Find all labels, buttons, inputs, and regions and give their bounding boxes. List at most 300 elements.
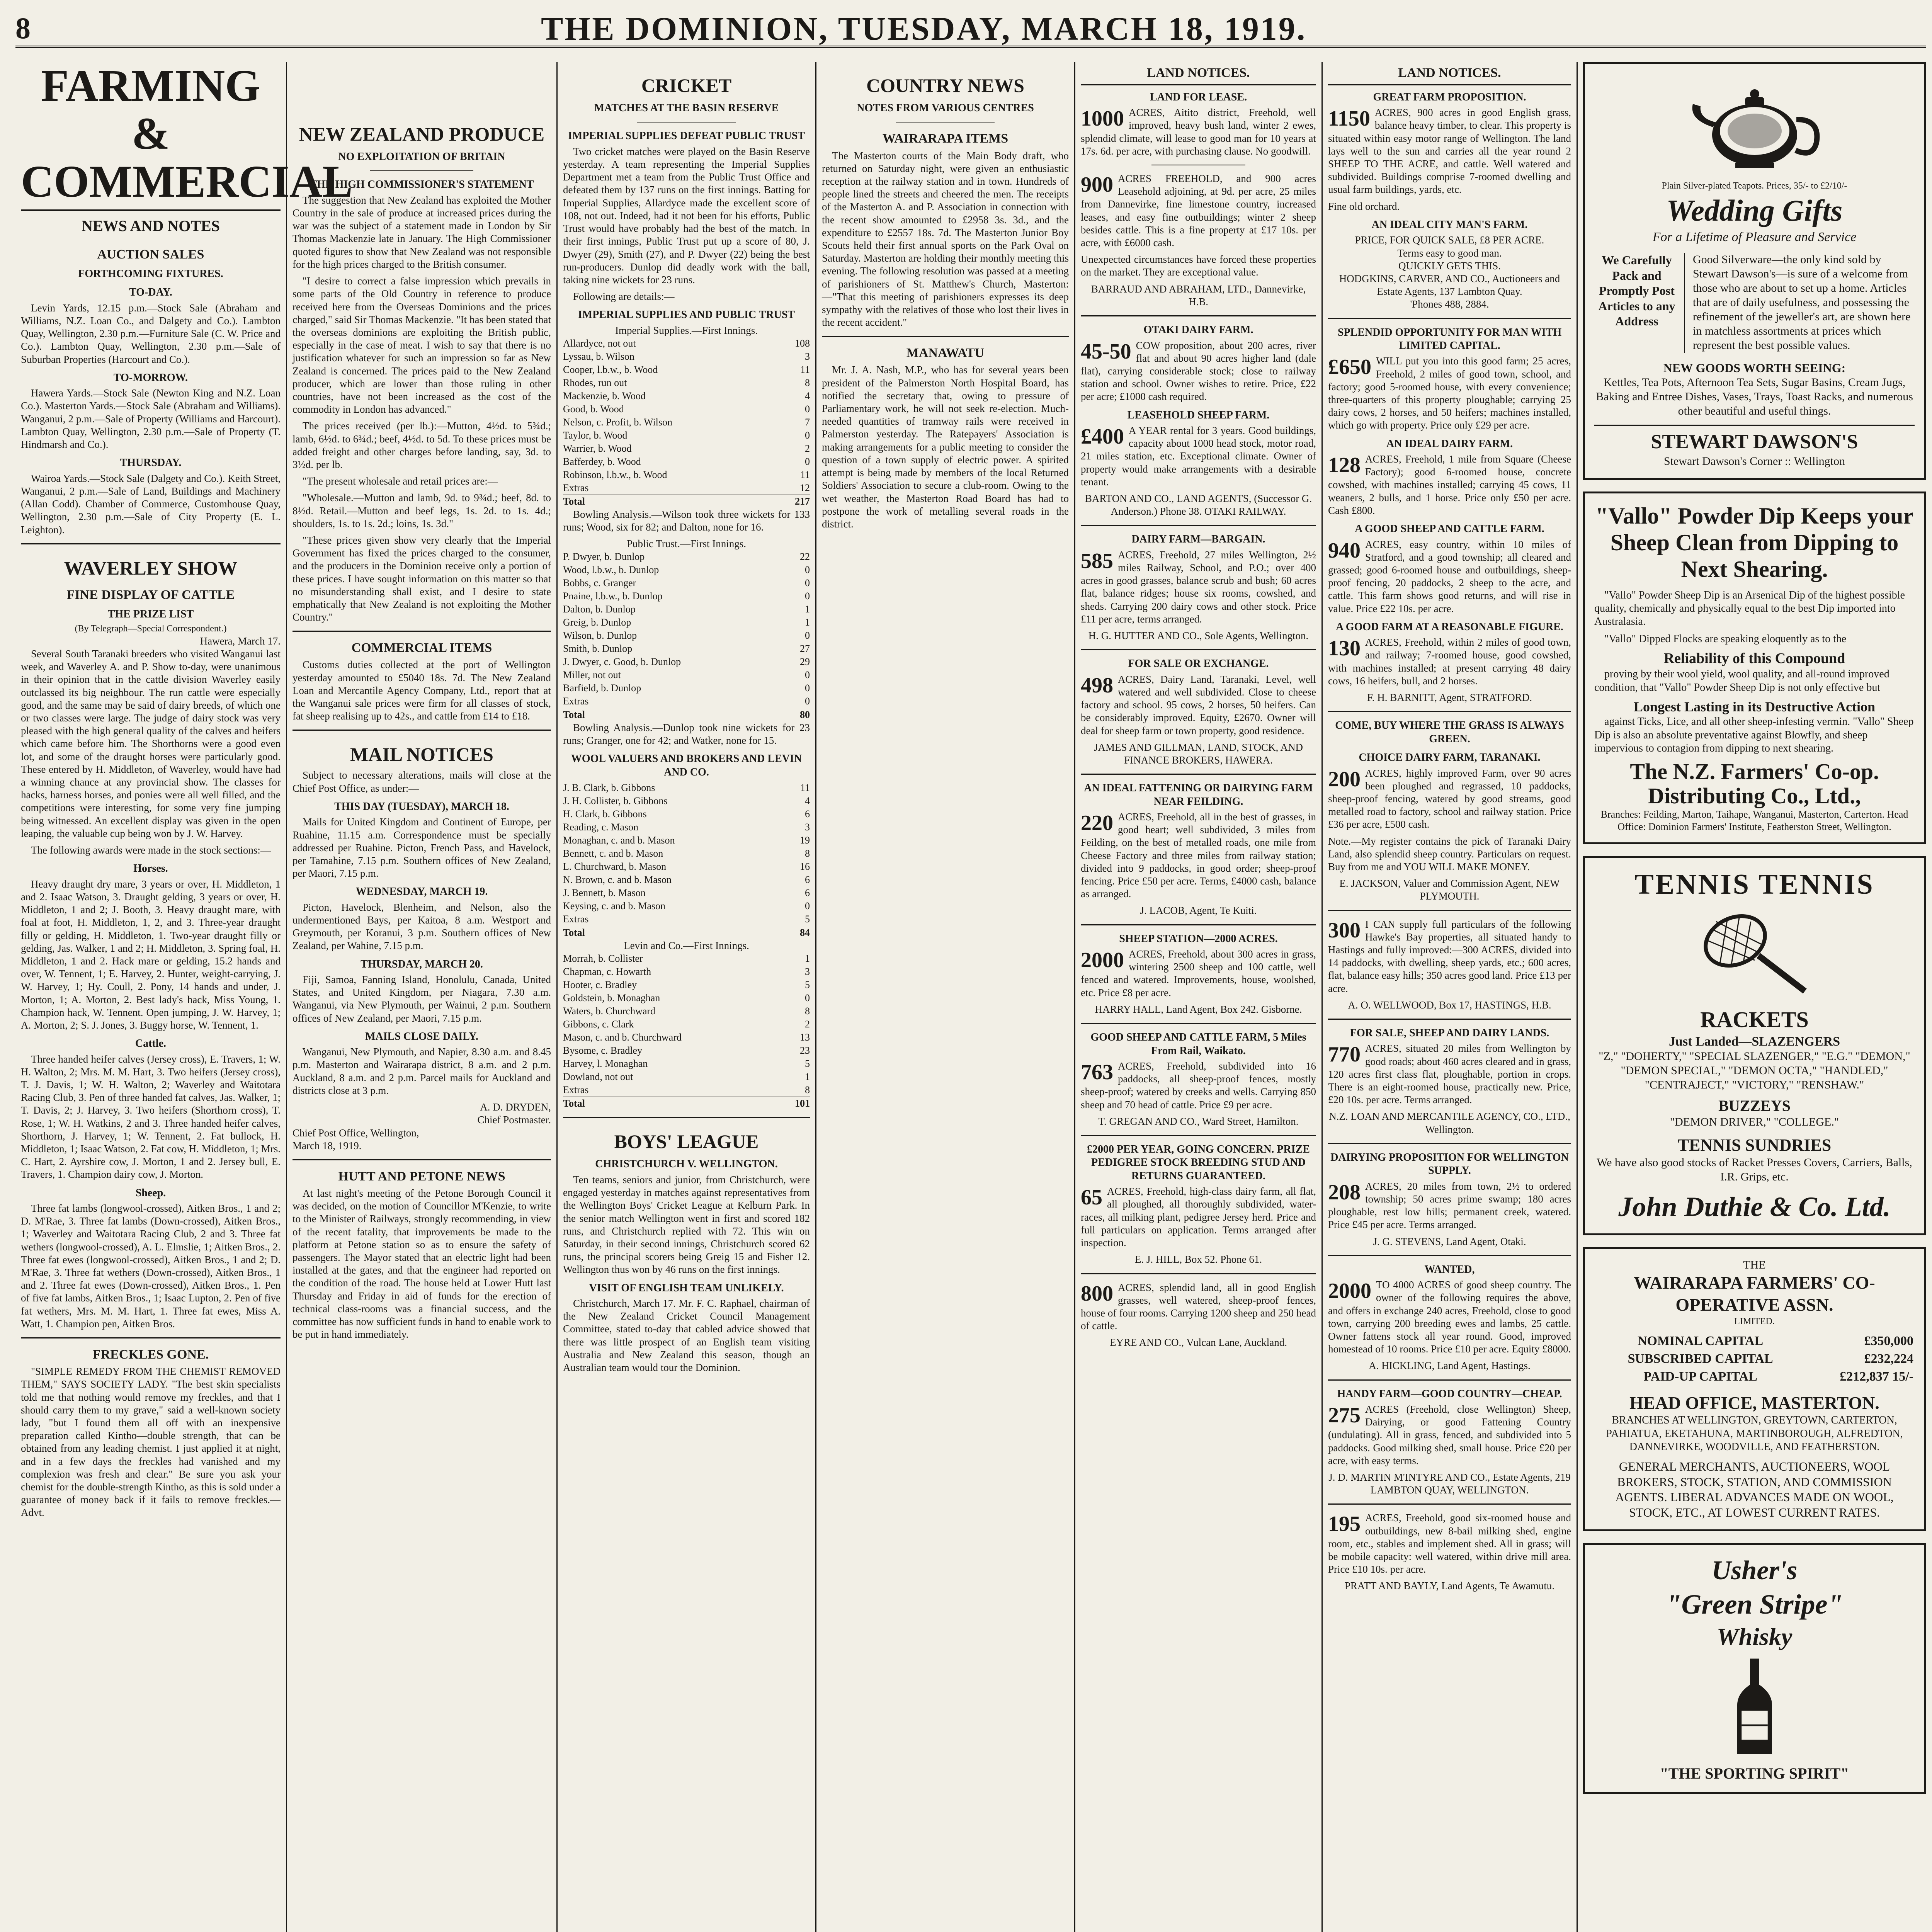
row-value: £232,224 [1864, 1351, 1913, 1366]
mail-text: Subject to necessary alterations, mails will close at the Chief Post Office, as under:— [293, 769, 551, 794]
listing-heading: CHOICE DAIRY FARM, TARANAKI. [1359, 752, 1541, 764]
scorecard-row [563, 495, 810, 508]
scorecard-row [563, 682, 810, 695]
scorecard-row [563, 1083, 810, 1097]
manawatu-text: Mr. J. A. Nash, M.P., who has for several years been president of the Palmerston North Hospital Board, has notified the secretary that, owing to pressure of Parliamentary work, he will not seek re-election. Much-needed quantities of tramway rails were received in Palmerston yesterday. The Ratepayers' Association is making arrangements for a public meeting to consider the question of a town supply of electric power. A spirited attempt is being made by members of the local Returned Soldiers' Association to secure a club-room. Owing to the wet weather, the Masterton Road Board has had to postpone the work of metalling several roads in the district. [822, 364, 1069, 530]
trust-innings-heading: Public Trust.—First Innings. [626, 537, 747, 549]
listing-note: Fine old orchard. [1328, 200, 1400, 212]
awards-intro: The following awards were made in the stock sections:— [31, 844, 271, 856]
visit-text: Christchurch, March 17. Mr. F. C. Raphael, chairman of the New Zealand Cricket Council Management Committee, stated to-day that cabled advice showed that there was little prospect of an English team visiting Australia and New Zealand this season, though an Australian team would tour the Dominion. [563, 1297, 810, 1373]
row-value: 0 [805, 590, 810, 602]
sporting-spirit: "THE SPORTING SPIRIT" [1660, 1765, 1849, 1782]
scorecard-row [563, 1057, 810, 1070]
waverley-heading: WAVERLEY SHOW [64, 557, 238, 579]
row-label: Bennett, c. and b. Mason [563, 847, 663, 859]
row-value: 23 [800, 1044, 810, 1056]
listing-heading: AN IDEAL DAIRY FARM. [1386, 437, 1513, 450]
row-value: 16 [800, 861, 810, 872]
farmers-coop-branches: Branches: Feilding, Marton, Taihape, Wanganui, Masterton, Carterton. Head Office: Dominion Farmers' Institute, Featherston Street, Wellington. [1600, 809, 1908, 833]
whisky-label: Whisky [1716, 1622, 1793, 1650]
listing-acreage: 940 [1328, 538, 1361, 563]
country-subheading: NOTES FROM VARIOUS CENTRES [857, 102, 1034, 114]
byline: (By Telegraph—Special Correspondent.) [75, 624, 227, 634]
john-duthie-name: John Duthie & Co. Ltd. [1618, 1191, 1891, 1223]
scorecard-row [563, 590, 810, 603]
scorecard-row [563, 965, 810, 978]
divider [1328, 318, 1571, 319]
listing-heading: £2000 PER YEAR, GOING CONCERN. PRIZE PEDIGREE STOCK BREEDING STUD AND RETURNS GUARANTEED. [1087, 1143, 1310, 1182]
scorecard-row [563, 655, 810, 668]
scorecard-row [563, 1018, 810, 1031]
listing-item: 770 ACRES, situated 20 miles from Wellington by good roads; about 460 acres cleared and in grass, 120 acres first class flat, ploughable, portion in crops. There is an eight-roomed house, practically new. Price, £20 10s. per acre. Terms arranged. [1328, 1043, 1571, 1106]
row-value: 6 [805, 887, 810, 898]
row-label: Waters, b. Churchward [563, 1005, 656, 1017]
scorecard-row [563, 403, 810, 416]
trust-scorecard [563, 550, 810, 721]
sheep-text: Three fat lambs (longwool-crossed), Aitken Bros., 1 and 2; D. M'Rae, 3. Three fat lambs (Down-crossed), Aitken Bros., 1; Waverley and Waitotara Racing Club, 2 and 3. Three fat wethers (longwool-crossed), A. L. Elmslie, 1; Aitken Bros., 2. Three fat ewes (longwool-crossed), Aitken Bros., 1 and 2; D. M'Rae, 3. Three fat wethers (Down-crossed), Aitken Bros., 1 and 2. Three fat ewes (Down-crossed), Aitken Bros., 1. Pen of five fat lambs, Aitken Bros., 1; Isaac Lupton, 2. Pen of five fat wethers, Mrs. M. M. Hart, 1. Three fat ewes, Miss A. Watt, 1. Champion pen, Aitken Bros. [21, 1202, 281, 1330]
listing-item: 585 ACRES, Freehold, 27 miles Wellington, 2½ miles Railway, School, and P.O.; over 400 acres in good grasses, balance scrub and bush; 60 acres flat, balance ridges; house six rooms, cowshed, and sheds. Carrying 200 dairy cows and other stock. Price £11 per acre, terms arranged. [1081, 549, 1316, 625]
vallo-text: proving by their wool yield, wool quality, and all-round improved condition, that "Vallo" Powder Sheep Dip is not only effective but [1594, 668, 1889, 694]
row-label: Wood, l.b.w., b. Dunlop [563, 564, 659, 576]
page-number: 8 [15, 11, 31, 45]
row-label: Extras [563, 695, 589, 707]
vallo-text: against Ticks, Lice, and all other sheep-infesting vermin. "Vallo" Sheep Dip is also an absolute preventative against Blowfly, and sheep impervious to contagion from dipping to next shearing. [1594, 716, 1914, 755]
scorecard-row [563, 389, 810, 403]
agent-name: H. G. HUTTER AND CO., Sole Agents, Wellington. [1088, 630, 1309, 642]
cricket-subheading: MATCHES AT THE BASIN RESERVE [594, 102, 779, 114]
row-label: Mason, c. and b. Churchward [563, 1031, 682, 1043]
listing-item: 195 ACRES, Freehold, good six-roomed house and outbuildings, new 8-bail milking shed, engine room, etc., stables and implement shed. All in grass; will be mobile capacity: well watered, within drive mill area. Price £10 10s. per acre. [1328, 1512, 1571, 1575]
vallo-reliability: Reliability of this Compound [1663, 650, 1845, 667]
row-value: 5 [805, 913, 810, 925]
row-value: 3 [805, 821, 810, 833]
listing-acreage: 770 [1328, 1043, 1361, 1067]
wedding-gifts-subheading: For a Lifetime of Pleasure and Service [1652, 230, 1857, 244]
listing-heading: AN IDEAL CITY MAN'S FARM. [1371, 218, 1528, 231]
capital-row [1595, 1368, 1914, 1385]
boys-text: Ten teams, seniors and junior, from Christchurch, were engaged yesterday in matches against representatives from the Wellington Boys' Cricket League at Kelburn Park. In the senior match Wellington went in first and scored 182 runs, and Christchurch replied with 72. This win on Saturday, in their second innings, Christchurch scored 62 runs, the principal scorers being Greig 15 and Fisher 12. Wellington thus won by 46 runs on the first innings. [563, 1173, 810, 1276]
boys-subheading: CHRISTCHURCH V. WELLINGTON. [595, 1158, 778, 1170]
head-office: HEAD OFFICE, MASTERTON. [1629, 1393, 1879, 1413]
mail-thursday-heading: THURSDAY, MARCH 20. [361, 958, 483, 970]
listing-acreage: 200 [1328, 767, 1361, 791]
row-value: 8 [805, 1005, 810, 1017]
row-label: Bysome, c. Bradley [563, 1044, 643, 1056]
scorecard-row [563, 616, 810, 629]
agent-name: E. JACKSON, Valuer and Commission Agent, NEW PLYMOUTH. [1339, 878, 1560, 902]
mail-heading: MAIL NOTICES [350, 743, 493, 765]
row-value: 5 [805, 979, 810, 990]
scorecard-row [563, 416, 810, 429]
row-label: Morrah, b. Collister [563, 952, 643, 964]
scorecard-row [563, 1044, 810, 1057]
row-value: 4 [805, 390, 810, 401]
row-label: Dowland, not out [563, 1071, 633, 1082]
rackets-heading: RACKETS [1700, 1007, 1809, 1032]
green-stripe: "Green Stripe" [1666, 1589, 1843, 1620]
listing-heading: COME, BUY WHERE THE GRASS IS ALWAYS GREEN. [1335, 719, 1564, 745]
row-label: P. Dwyer, b. Dunlop [563, 551, 645, 563]
scorecard-row [563, 1097, 810, 1110]
scorecard-row [563, 821, 810, 834]
row-value: 6 [805, 874, 810, 885]
scorecard-row [563, 1005, 810, 1018]
agent-name: A. HICKLING, Land Agent, Hastings. [1369, 1360, 1531, 1372]
listing-heading: SHEEP STATION—2000 ACRES. [1119, 932, 1278, 945]
vallo-heading: "Vallo" Powder Dip Keeps your Sheep Clean from Dipping to Next Shearing. [1595, 503, 1914, 582]
teapot-caption: Plain Silver-plated Teapots. Prices, 35/- to £2/10/- [1662, 181, 1847, 191]
vallo-dip-ad [1583, 492, 1926, 844]
tennis-ad [1583, 856, 1926, 1235]
row-value: 0 [805, 682, 810, 694]
wfca-the: THE [1743, 1258, 1766, 1271]
row-label: PAID-UP CAPITAL [1643, 1369, 1757, 1384]
visit-heading: VISIT OF ENGLISH TEAM UNLIKELY. [589, 1282, 784, 1294]
thursday-heading: THURSDAY. [120, 457, 182, 469]
listing-terms: Terms easy to good man. [1397, 247, 1502, 259]
auction-text: Levin Yards, 12.15 p.m.—Stock Sale (Abraham and Williams, N.Z. Loan Co., and Dalgety and Co.). Lambton Quay, Wellington, 2.30 p.m.—Furniture Sale (C. W. Price and Co.). Lambton Quay, Wellington, 2.30 p.m.—Sale of Suburban Properties (Harcourt and Co.). [21, 302, 281, 365]
trust-bowling: Bowling Analysis.—Dunlop took nine wickets for 23 runs; Granger, one for 42; and Watker, none for 15. [563, 721, 810, 746]
column-country [816, 62, 1074, 1932]
listing-heading: DAIRY FARM—BARGAIN. [1131, 533, 1265, 546]
row-label: Good, b. Wood [563, 403, 624, 415]
row-value: 12 [800, 482, 810, 493]
country-heading: COUNTRY NEWS [866, 75, 1024, 96]
listing-item: 45-50 COW proposition, about 200 acres, river flat and about 90 acres higher land (dale flat), carrying considerable stock; close to railway station and school. Owner wishes to retire. Price, £22 per acre; £1000 cash required. [1081, 339, 1316, 403]
listing-item: 2000 ACRES, Freehold, about 300 acres in grass, wintering 2500 sheep and 100 cattle, well fenced and watered. Improvements, house, woolshed, etc. Price £8 per acre. [1081, 948, 1316, 998]
row-value: 0 [805, 669, 810, 680]
row-label: Hooter, c. Bradley [563, 979, 637, 990]
divider [563, 1117, 810, 1118]
divider [1081, 1273, 1316, 1274]
listing-item: 1000 ACRES, Aitito district, Freehold, well improved, heavy bush land, winter 2 ewes, splendid climate, will lease to good man for 10 years at 17s. 6d. per acre, with purchasing clause. No goodwill. [1081, 107, 1316, 157]
row-label: Lyssau, b. Wilson [563, 350, 634, 362]
row-value: 7 [805, 416, 810, 428]
row-value: 8 [805, 847, 810, 859]
listing-heading: HANDY FARM—GOOD COUNTRY—CHEAP. [1337, 1388, 1562, 1400]
row-label: Chapman, c. Howarth [563, 966, 651, 977]
scorecard-row [563, 1031, 810, 1044]
divider [1328, 1503, 1571, 1505]
row-value: 27 [800, 643, 810, 654]
scorecard-row [563, 860, 810, 873]
row-label: Bobbs, c. Granger [563, 577, 636, 589]
levin-scorecard [563, 952, 810, 1110]
column-produce [287, 62, 556, 1932]
row-label: J. Bennett, b. Mason [563, 887, 646, 898]
listing-callout: QUICKLY GETS THIS. [1398, 260, 1501, 272]
row-label: Extras [563, 913, 589, 925]
buzzeys-heading: BUZZEYS [1718, 1097, 1791, 1115]
row-label: Pnaine, l.b.w., b. Dunlop [563, 590, 663, 602]
scorecard-row [563, 363, 810, 376]
land-notices-header: LAND NOTICES. [1081, 62, 1316, 85]
vallo-text: "Vallo" Dipped Flocks are speaking eloquently as to the [1604, 633, 1847, 645]
row-label: Miller, not out [563, 669, 621, 680]
listing-item: 130 ACRES, Freehold, within 2 miles of good town, and railway; 7-roomed house, good cowshed, with machines installed; at present carrying 48 dairy cows, 16 heifers, bull, and 2 horses. [1328, 636, 1571, 687]
cricket-intro: Following are details:— [573, 291, 675, 303]
row-value: 13 [800, 1031, 810, 1043]
mail-wednesday-heading: WEDNESDAY, MARCH 19. [355, 886, 488, 898]
wairarapa-farmers-ad [1583, 1247, 1926, 1531]
row-label: Total [563, 1097, 775, 1110]
stewart-dawson-name: STEWART DAWSON'S [1594, 425, 1915, 454]
row-value: 0 [805, 577, 810, 589]
mails-daily-heading: MAILS CLOSE DAILY. [365, 1030, 478, 1043]
listing-acreage: 1000 [1081, 107, 1124, 131]
nz-produce-heading: NEW ZEALAND PRODUCE [299, 123, 545, 145]
scorecard-row [563, 629, 810, 642]
levin-innings-heading: Levin and Co.—First Innings. [624, 939, 749, 951]
row-label: SUBSCRIBED CAPITAL [1628, 1351, 1773, 1366]
divider [1328, 1019, 1571, 1020]
new-goods-text: Kettles, Tea Pots, Afternoon Tea Sets, Sugar Basins, Cream Jugs, Baking and Entree Dishes, Vases, Trays, Toast Racks, and numerous other beautiful and useful things. [1596, 376, 1913, 417]
scorecard-row [563, 781, 810, 794]
commissioner-heading: THE HIGH COMMISSIONER'S STATEMENT [310, 179, 534, 191]
section-subtitle: NEWS AND NOTES [82, 217, 220, 235]
row-label: N. Brown, c. and b. Mason [563, 874, 672, 885]
hutt-text: At last night's meeting of the Petone Borough Council it was decided, on the motion of Councillor M'Kenzie, to write to the Minister of Railways, strongly recommending, in view of the recent fatality, that improvements be made to the platform at Petone station so as to ensure the safety of passengers. The Mayor stated that an electric light had been installed at the gates, and that the engineer had reported on the condition of the road. The house held at Lower Hutt last Thursday and Friday in aid of funds for the erection of technical class-rooms was a financial success, and the committee has now sufficient funds in hand to enable work to be put in hand immediately. [293, 1187, 551, 1340]
listing-acreage: 1150 [1328, 107, 1370, 131]
listing-heading: LEASEHOLD SHEEP FARM. [1127, 409, 1270, 421]
row-value: 2 [805, 442, 810, 454]
mail-signature: Chief Postmaster. [477, 1114, 551, 1126]
row-value: 3 [805, 966, 810, 977]
agent-phone: 'Phones 488, 2884. [1410, 298, 1489, 310]
listing-heading: GREAT FARM PROPOSITION. [1373, 91, 1526, 103]
wool-scorecard [563, 781, 810, 939]
sheep-heading: Sheep. [135, 1187, 166, 1199]
nz-paragraph: "Wholesale.—Mutton and lamb, 9d. to 9¾d.; beef, 8d. to 8½d. Retail.—Mutton and beef legs, 1s. 2d. to 1s. 4d.; shoulders, 1s. to 1s. 2d.; loins, 1s. 3d." [293, 492, 551, 529]
listing-item: 2000 TO 4000 ACRES of good sheep country. The owner of the following requires the above, and offers in exchange 240 acres, Freehold, close to good town, carrying 200 breeding ewes and lambs, 25 cattle. Owner fattens stock all year round. Good, improved homestead of 10 rooms. Price £10 per acre. Equity £8000. [1328, 1279, 1571, 1355]
listing-item: 1150 ACRES, 900 acres in good English grass, balance heavy timber, to clear. This property is situated within easy motor range of Wellington. The land lays well to the sun and carries all the year round 2 SHEEP TO THE ACRE, and cattle. Well watered and subdivided. Buildings comprise 7-roomed dwelling and usual farm buildings, yards, etc. [1328, 107, 1571, 196]
listing-acreage: £650 [1328, 355, 1371, 379]
cattle-heading: Cattle. [135, 1037, 167, 1050]
row-label: Nelson, c. Profit, b. Wilson [563, 416, 673, 428]
row-value: 217 [775, 495, 810, 508]
scorecard-row [563, 886, 810, 900]
cricket-subheading-2: IMPERIAL SUPPLIES DEFEAT PUBLIC TRUST [568, 130, 805, 142]
row-label: Allardyce, not out [563, 337, 636, 349]
listing-item: 208 ACRES, 20 miles from town, 2½ to ordered township; 50 acres prime swamp; 180 acres ploughable, rest low hills; permanent creek, watered. Price £45 per acre. Terms arranged. [1328, 1180, 1571, 1231]
listing-item: £650 WILL put you into this good farm; 25 acres, Freehold, 2 miles of good town, school, and factory; good 5-roomed house, with every convenience; three-quarters of this property ploughable; carrying 25 dairy cows, 2 horses, and 50 heifers; machines installed, which go with property. Price only £29 per acre. [1328, 355, 1571, 431]
listing-heading: WANTED, [1424, 1263, 1475, 1276]
mail-signature: A. D. DRYDEN, [480, 1101, 551, 1113]
agent-name: HARRY HALL, Land Agent, Box 242. Gisborne. [1095, 1003, 1302, 1015]
listing-acreage: 65 [1081, 1185, 1102, 1210]
capital-row [1595, 1350, 1914, 1367]
scorecard-row [563, 668, 810, 682]
row-label: Gibbons, c. Clark [563, 1018, 634, 1030]
row-label: Wilson, b. Dunlop [563, 629, 637, 641]
row-label: Taylor, b. Wood [563, 429, 628, 441]
slazengers-models: "Z," "DOHERTY," "SPECIAL SLAZENGER," "E.G." "DEMON," "DEMON SPECIAL," "DEMON OCTA," "HANDLED," "CENTRAJECT," "VICTORY," "RENSHAW." [1599, 1050, 1910, 1092]
tennis-sundries-heading: TENNIS SUNDRIES [1677, 1136, 1832, 1155]
row-label: Smith, b. Dunlop [563, 643, 633, 654]
row-value: 0 [805, 695, 810, 707]
ushers-whisky-ad [1583, 1543, 1926, 1794]
commercial-text: Customs duties collected at the port of Wellington yesterday amounted to £5040 18s. 7d. The New Zealand Loan and Mercantile Agency Company, Ltd., report that at the Wanganui sale prices were firm for all classes of stock, fat sheep realising up to 42s., and cattle from £14 to £18. [293, 659, 551, 722]
row-label: Mackenzie, b. Wood [563, 390, 646, 401]
divider [21, 1337, 281, 1338]
prize-list-heading: THE PRIZE LIST [107, 608, 194, 620]
row-value: 11 [800, 782, 810, 794]
general-merchants-text: GENERAL MERCHANTS, AUCTIONEERS, WOOL BROKERS, STOCK, STATION, AND COMMISSION AGENTS. LIBERAL ADVANCES MADE ON WOOL, STOCK, ETC., AT LOWEST CURRENT RATES. [1615, 1459, 1894, 1519]
scorecard-row [563, 808, 810, 821]
wairarapa-text: The Masterton courts of the Main Body draft, who returned on Saturday night, were given an enthusiastic reception at the railway station and in town. Hundreds of people lined the streets and cheered the men. The receipts of the Masterton A. and P. Association in connection with the recent show amounted to £2958 3s. 3d., and the expenditure to £2557 18s. 7d. The Masterton Junior Boy Scouts held their first annual sports on the Park Oval on Saturday. Masterton are holding their monthly meeting this evening. The following resolution was passed at a meeting of parishioners of St. Matthew's Church, Masterton:—"That this meeting of parishioners expresses its deep sympathy with the relatives of those who lost their lives in the recent accident." [822, 150, 1069, 328]
scorecard-row [563, 952, 810, 965]
divider [1081, 1135, 1316, 1136]
listing-item: 498 ACRES, Dairy Land, Taranaki, Level, well watered and well subdivided. Close to cheese factory and school. 95 cows, 2 horses, 50 heifers. Can be considerably improved. Equity, £2670. Owner will deal for sheep farm or town property, good residence. [1081, 673, 1316, 736]
listing-item: 65 ACRES, Freehold, high-class dairy farm, all flat, all ploughed, all thoroughly subdivided, water-races, all milking plant, pedigree Jersey herd. Price and full particulars on application. Terms arranged after inspection. [1081, 1185, 1316, 1249]
listing-heading: A GOOD SHEEP AND CATTLE FARM. [1355, 523, 1544, 535]
scorecard-row [563, 550, 810, 563]
listing-item: 275 ACRES (Freehold, close Wellington) Sheep, Dairying, or good Fattening Country (undulating). All in grass, fenced, and subdivided into 5 paddocks. Good milking shed, small house. Price £20 per acre, with easy terms. [1328, 1403, 1571, 1466]
scorecard-row [563, 794, 810, 808]
row-value: 0 [805, 403, 810, 415]
row-value: 1 [805, 617, 810, 628]
listing-acreage: 763 [1081, 1060, 1113, 1084]
column-land-notices-2 [1323, 62, 1577, 1932]
new-goods-heading: NEW GOODS WORTH SEEING: [1663, 361, 1846, 375]
scorecard-row [563, 913, 810, 926]
listing-item: 763 ACRES, Freehold, subdivided into 16 paddocks, all sheep-proof fences, mostly sheep-proof; watered by creeks and wells. Carrying 850 sheep and 70 head of cattle. Price £9 per acre. [1081, 1060, 1316, 1111]
section-banner: FARMING & COMMERCIAL [21, 62, 281, 211]
stewart-dawson-address: Stewart Dawson's Corner :: Wellington [1663, 454, 1845, 468]
divider [1081, 525, 1316, 526]
row-label: Barfield, b. Dunlop [563, 682, 641, 694]
buzzeys-models: "DEMON DRIVER," "COLLEGE." [1670, 1116, 1839, 1129]
vallo-longest: Longest Lasting in its Destructive Action [1634, 699, 1875, 714]
scorecard-row [563, 481, 810, 495]
scorecard-row [563, 577, 810, 590]
agent-name: JAMES AND GILLMAN, LAND, STOCK, AND FINANCE BROKERS, HAWERA. [1094, 741, 1303, 766]
listing-acreage: 220 [1081, 811, 1113, 835]
scorecard-row [563, 468, 810, 481]
scorecard-row [563, 708, 810, 721]
auction-subheading: FORTHCOMING FIXTURES. [78, 267, 223, 280]
imperial-bowling: Bowling Analysis.—Wilson took three wickets for 133 runs; Wood, six for 82; and Dalton, none for 16. [563, 508, 810, 533]
row-value: 8 [805, 1084, 810, 1095]
agent-name: N.Z. LOAN AND MERCANTILE AGENCY, CO., LTD., Wellington. [1329, 1111, 1570, 1135]
row-label: Goldstein, b. Monaghan [563, 992, 660, 1003]
agent-name: J. G. STEVENS, Land Agent, Otaki. [1373, 1235, 1526, 1247]
row-value: £212,837 15/- [1840, 1369, 1913, 1384]
row-label: Robinson, l.b.w., b. Wood [563, 469, 667, 480]
row-value: 2 [805, 1018, 810, 1030]
scorecard-row [563, 429, 810, 442]
freckles-text: "SIMPLE REMEDY FROM THE CHEMIST REMOVED THEM," SAYS SOCIETY LADY. "The best skin specialists told me that nothing would remove my freckles, and that I should carry them to my grave," said a well-known society lady, "but I found them all off with an inexpensive preparation called Kintho—double strength, that can be obtained from any leading chemist. I just applied it at night, and in a few days the freckles had vanished and my complexion was fresh and clear." Be sure you ask your chemist for the double-strength Kintho, as this is sold under a guarantee of money back if it fails to remove freckles.—Advt. [21, 1366, 281, 1519]
listing-acreage: 195 [1328, 1512, 1361, 1536]
row-value: 1 [805, 604, 810, 615]
agent-name: BARRAUD AND ABRAHAM, LTD., Dannevirke, H.B. [1091, 283, 1306, 308]
listing-acreage: £400 [1081, 424, 1124, 449]
row-label: L. Churchward, b. Mason [563, 861, 667, 872]
agent-name: E. J. HILL, Box 52. Phone 61. [1134, 1253, 1262, 1265]
listing-acreage: 585 [1081, 549, 1113, 573]
divider [293, 1159, 551, 1160]
masthead [15, 7, 1926, 48]
scorecard-row [563, 603, 810, 616]
listing-item: 900 ACRES FREEHOLD, and 900 acres Leasehold adjoining, at 9d. per acre, 25 miles from Dannevirke, fine limestone country, increased leases, and easy fine outbuildings; winter 2 sheep besides cattle. This is a fine property at £17 10s. per acre, with £6000 cash. [1081, 173, 1316, 249]
row-label: Total [563, 708, 775, 721]
imperial-heading: IMPERIAL SUPPLIES AND PUBLIC TRUST [578, 309, 795, 321]
mail-signature: Chief Post Office, Wellington, [293, 1127, 419, 1139]
listing-acreage: 275 [1328, 1403, 1361, 1427]
auction-heading: AUCTION SALES [97, 247, 204, 262]
scorecard-row [563, 847, 810, 860]
thursday-text: Wairoa Yards.—Stock Sale (Dalgety and Co.). Keith Street, Wanganui, 2 p.m.—Sale of Land, Buildings and Machinery (Allan Codd). Chamber of Commerce, Customhouse Quay, Wellington, 2.30 p.m.—Sale of City Property (E. L. Leighton). [21, 472, 281, 536]
scorecard-row [563, 695, 810, 708]
hutt-heading: HUTT AND PETONE NEWS [338, 1169, 505, 1184]
tennis-sundries-text: We have also good stocks of Racket Presses Covers, Carriers, Balls, I.R. Grips, etc. [1597, 1156, 1912, 1184]
scorecard-row [563, 992, 810, 1005]
wairarapa-heading: WAIRARAPA ITEMS [882, 131, 1009, 146]
listing-item: 200 ACRES, highly improved Farm, over 90 acres been ploughed and regrassed, 10 paddocks, sheep-proof fencing, watered by good streams, good metalled road to factory, school and railway station. Price £36 per acre, £500 cash. [1328, 767, 1571, 830]
nz-paragraph: "These prices given show very clearly that the Imperial Government has fixed the prices charged to the consumer, and the producers in the Dominion receive only a portion of these prices. I have sought information on this matter so that no misunderstanding shall exist, and I desire to state emphatically that New Zealand is not exploiting the Mother Country." [293, 534, 551, 623]
scorecard-row [563, 978, 810, 992]
scorecard-row [563, 376, 810, 389]
scorecard-row [563, 1070, 810, 1083]
row-label: H. Clark, b. Gibbons [563, 808, 647, 820]
listing-acreage: 130 [1328, 636, 1361, 661]
commercial-heading: COMMERCIAL ITEMS [351, 641, 492, 655]
row-value: 6 [805, 808, 810, 820]
agent-name: HODGKINS, CARVER, AND CO., Auctioneers and Estate Agents, 137 Lambton Quay. [1339, 272, 1560, 298]
divider [1328, 1255, 1571, 1256]
tennis-racket-icon [1697, 906, 1813, 999]
row-value: £350,000 [1864, 1334, 1913, 1349]
boys-heading: BOYS' LEAGUE [614, 1131, 759, 1153]
wool-heading: WOOL VALUERS AND BROKERS AND LEVIN AND CO. [571, 753, 802, 778]
scorecard-row [563, 900, 810, 913]
horses-heading: Horses. [133, 862, 168, 875]
page-title: THE DOMINION, TUESDAY, MARCH 18, 1919. [541, 10, 1307, 47]
nz-produce-subheading: NO EXPLOITATION OF BRITAIN [338, 151, 505, 163]
listing-item: 300 I CAN supply full particulars of the following Hawke's Bay properties, all situated handy to Hastings and fully improved:—300 ACRES, divided into 14 paddocks, with dwelling, sheep yards, etc.; 600 acres, flat, balance easy hills; 350 acres good land. Price £13 per acre. [1328, 918, 1571, 994]
row-label: J. Dwyer, c. Good, b. Dunlop [563, 656, 681, 667]
row-value: 1 [805, 1071, 810, 1082]
listing-heading: DAIRYING PROPOSITION FOR WELLINGTON SUPPLY. [1330, 1151, 1569, 1177]
listing-heading: OTAKI DAIRY FARM. [1143, 324, 1253, 336]
cricket-heading: CRICKET [641, 75, 732, 96]
wedding-shipping-note: We Carefully Pack and Promptly Post Articles to any Address [1594, 253, 1685, 352]
vallo-text: "Vallo" Powder Sheep Dip is an Arsenical Dip of the highest possible quality, chemically and physically equal to the best Dip imported into Australasia. [1594, 589, 1905, 628]
row-label: Extras [563, 482, 589, 493]
row-label: Keysing, c. and b. Mason [563, 900, 666, 912]
listing-note: Unexpected circumstances have forced these properties on the market. They are exceptional value. [1081, 253, 1316, 278]
row-label: Greig, b. Dunlop [563, 617, 631, 628]
agent-name: PRATT AND BAYLY, Land Agents, Te Awamutu. [1344, 1580, 1555, 1592]
capital-table [1594, 1332, 1915, 1386]
land-notices-header: LAND NOTICES. [1328, 62, 1571, 85]
agent-name: EYRE AND CO., Vulcan Lane, Auckland. [1109, 1337, 1287, 1349]
ushers-name: Usher's [1711, 1555, 1798, 1585]
farmers-coop-name: The N.Z. Farmers' Co-op. Distributing Co., Ltd., [1630, 759, 1879, 809]
listing-heading: A GOOD FARM AT A REASONABLE FIGURE. [1336, 621, 1563, 633]
listing-heading: LAND FOR LEASE. [1150, 91, 1247, 103]
listing-heading: AN IDEAL FATTENING OR DAIRYING FARM NEAR FEILDING. [1084, 782, 1313, 808]
divider [1328, 910, 1571, 911]
teapot-icon [1681, 73, 1828, 173]
scorecard-row [563, 455, 810, 468]
row-value: 29 [800, 656, 810, 667]
nz-paragraph: The prices received (per lb.):—Mutton, 4½d. to 5¾d.; lamb, 6½d. to 6¾d.; beef, 4½d. to 5d. To these prices must be added freight and other charges before landing, say, 3d. to 3½d. per lb. [293, 420, 551, 470]
listing-heading: GOOD SHEEP AND CATTLE FARM, 5 Miles From Rail, Waikato. [1090, 1031, 1306, 1057]
listing-acreage: 208 [1328, 1180, 1361, 1204]
divider [21, 543, 281, 544]
tomorrow-heading: TO-MORROW. [113, 371, 188, 384]
